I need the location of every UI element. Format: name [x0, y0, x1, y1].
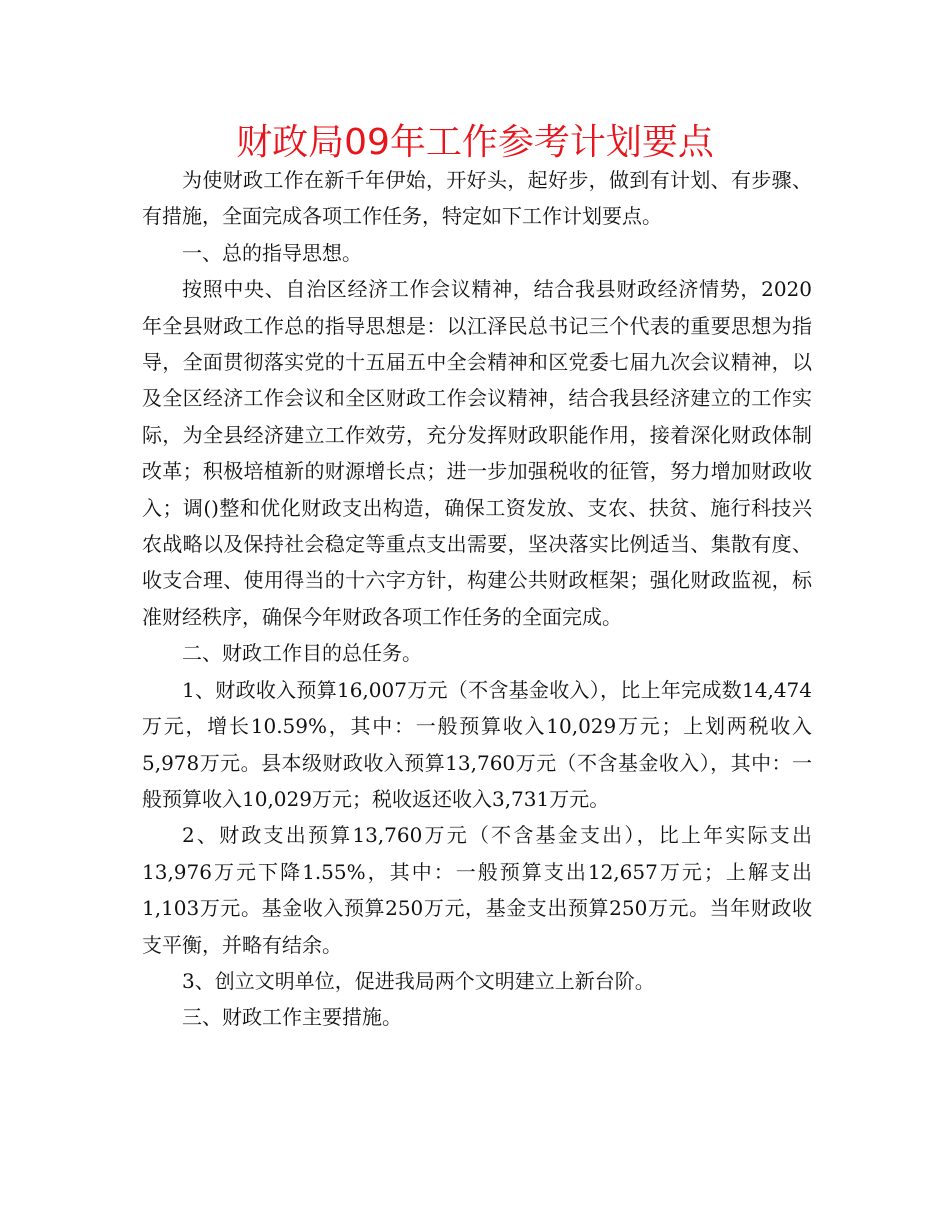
paragraph-guiding-thought: 按照中央、自治区经济工作会议精神，结合我县财政经济情势，2020年全县财政工作总的指导思想是：以江泽民总书记三个代表的重要思想为指导，全面贯彻落实党的十五届五中全会精神和区党委七届九次会议精神，以及全区经济工作会议和全区财政工作会议精神，结合我县经济建立的工作实际，为全县经济建立工作效劳，充分发挥财政职能作用，接着深化财政体制改革；积极培植新的财源增长点；进一步加强税收的征管，努力增加财政收入；调()整和优化财政支出构造，确保工资发放、支农、扶贫、施行科技兴农战略以及保持社会稳定等重点支出需要，坚决落实比例适当、集散有度、收支合理、使用得当的十六字方针，构建公共财政框架；强化财政监视，标准财经秩序，确保今年财政各项工作任务的全面完成。: [142, 277, 812, 629]
section-heading-guiding-thought: 一、总的指导思想。: [182, 240, 362, 265]
document-title: 财政局09年工作参考计划要点: [236, 122, 714, 163]
paragraph-revenue-target: 1、财政收入预算16,007万元（不含基金收入），比上年完成数14,474万元，增长10.59%，其中：一般预算收入10,029万元；上划两税收入5,978万元。县本级财政收入预算13,760万元（不含基金收入），其中：一般预算收入10,029万元；税收返还收入3,731万元。: [142, 677, 812, 811]
section-heading-targets: 二、财政工作目的总任务。: [182, 641, 422, 666]
paragraph-expenditure-target: 2、财政支出预算13,760万元（不含基金支出），比上年实际支出13,976万元下降1.55%，其中：一般预算支出12,657万元；上解支出1,103万元。基金收入预算250万元，基金支出预算250万元。当年财政收支平衡，并略有结余。: [142, 823, 812, 957]
section-heading-measures: 三、财政工作主要措施。: [182, 1005, 402, 1030]
paragraph-civilized-unit: 3、创立文明单位，促进我局两个文明建立上新台阶。: [182, 968, 655, 993]
document-body: [142, 162, 812, 1036]
paragraph-intro: 为使财政工作在新千年伊始，开好头，起好步，做到有计划、有步骤、有措施，全面完成各项工作任务，特定如下工作计划要点。: [142, 168, 812, 229]
